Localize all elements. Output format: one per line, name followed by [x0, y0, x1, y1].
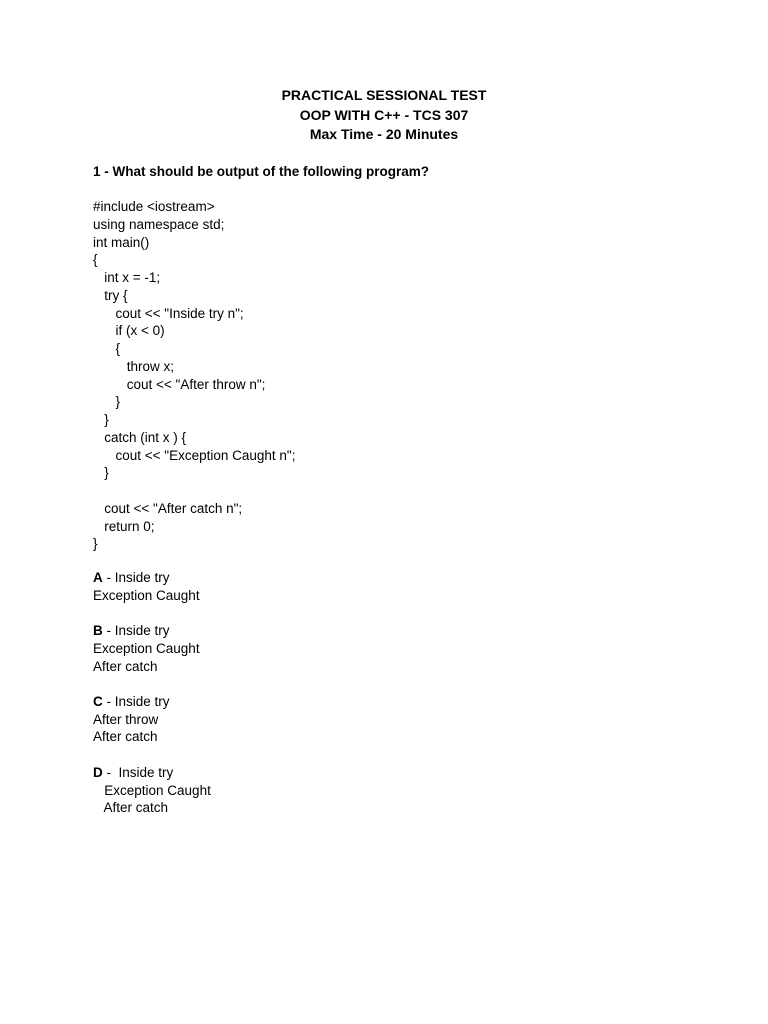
test-header: [0, 86, 768, 145]
code-line: try {: [93, 287, 128, 303]
code-line: cout << "Inside try n";: [93, 305, 244, 321]
header-title: PRACTICAL SESSIONAL TEST: [281, 87, 487, 103]
code-line: }: [93, 412, 109, 427]
code-line: catch (int x ) {: [93, 429, 187, 445]
code-line: #include <iostream>: [93, 199, 215, 214]
option-letter: C: [93, 693, 103, 709]
code-line: int x = -1;: [93, 270, 161, 285]
answer-options: [93, 569, 211, 835]
option-text: Exception Caught: [93, 587, 200, 603]
code-line: }: [93, 465, 109, 481]
code-line: }: [93, 394, 121, 410]
code-line: using namespace std;: [93, 216, 225, 232]
code-line: cout << "After catch n";: [93, 500, 243, 516]
code-line: {: [93, 252, 98, 268]
option-text: After catch: [93, 729, 158, 745]
code-line: cout << "After throw n";: [93, 376, 266, 392]
option-text: After catch: [93, 658, 158, 674]
option-text: - Inside try: [102, 764, 174, 780]
code-line: }: [93, 536, 98, 552]
code-line: int main(): [93, 234, 150, 250]
code-line: [93, 482, 295, 500]
code-line: if (x < 0): [93, 323, 165, 339]
code-line: cout << "Exception Caught n";: [93, 447, 296, 463]
option-b: [93, 622, 211, 675]
option-a: [93, 569, 211, 605]
option-letter: B: [93, 623, 103, 639]
option-c: [93, 693, 211, 746]
option-text: After catch: [93, 800, 169, 816]
option-text: - Inside try: [102, 693, 170, 709]
header-time-limit: Max Time - 20 Minutes: [309, 126, 459, 142]
option-text: Exception Caught: [93, 782, 211, 798]
code-line: throw x;: [93, 358, 175, 374]
option-letter: A: [93, 570, 103, 585]
option-text: Exception Caught: [93, 640, 200, 656]
option-letter: D: [93, 764, 103, 780]
option-text: - Inside try: [102, 570, 170, 585]
option-text: - Inside try: [102, 623, 170, 639]
header-subject: OOP WITH C++ - TCS 307: [299, 106, 469, 123]
option-text: After throw: [93, 711, 159, 727]
code-line: {: [93, 341, 121, 356]
option-d: [93, 764, 211, 817]
code-block: [93, 198, 295, 553]
code-line: return 0;: [93, 518, 155, 534]
question-prompt: 1 - What should be output of the following program?: [93, 164, 429, 179]
